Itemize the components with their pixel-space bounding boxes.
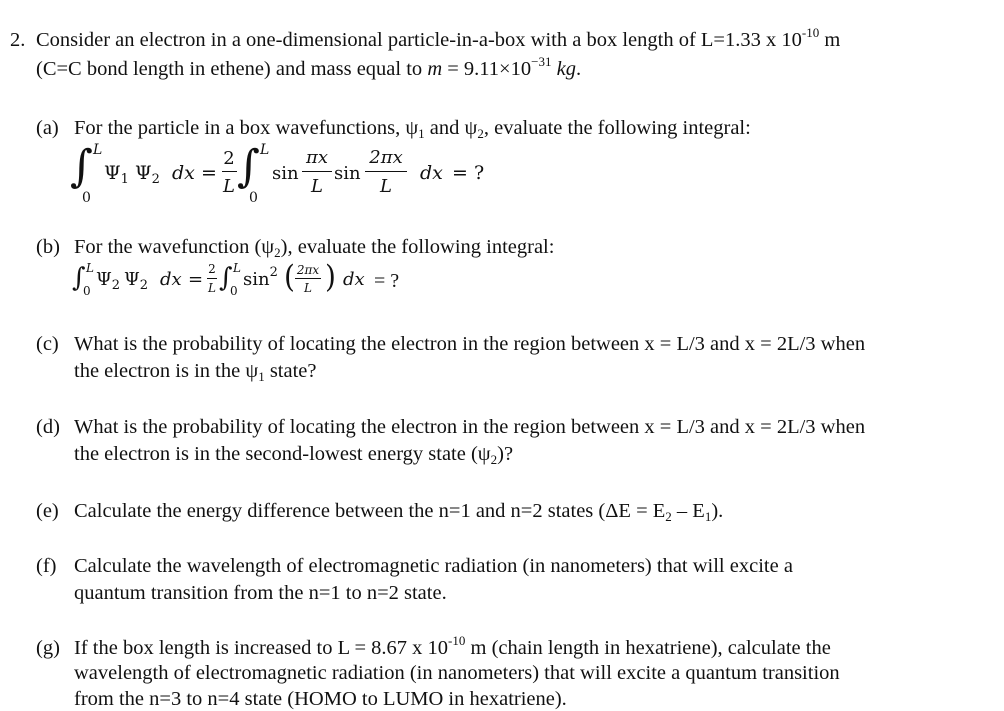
part-b-label: (b): [36, 236, 60, 258]
part-e-text: [74, 501, 723, 522]
b-integral-1-upper: L: [86, 261, 94, 275]
part-e-text-2: – E: [671, 500, 705, 522]
mass-value: = 9.11×10: [442, 58, 532, 80]
dx-2: dx: [420, 162, 443, 184]
coef-fraction-bar: [222, 171, 237, 172]
part-c-line-2-end: state?: [264, 360, 317, 382]
part-g-line-2: wavelength of electromagnetic radiation (in nanometers) that will excite a quantum transition: [74, 662, 840, 684]
psi-2: $\Psi_2$: [135, 162, 160, 187]
coef-denominator: L: [223, 176, 235, 197]
part-a-text-3: , evaluate the following integral:: [483, 117, 751, 139]
arg-1-numerator: πx: [306, 147, 328, 168]
part-b-text: [74, 237, 554, 258]
part-c-line-1: What is the probability of locating the electron in the region between x = L/3 and x = 2L/3 when: [74, 333, 866, 355]
b-arg-fraction-bar: [295, 278, 321, 279]
integral-1-lower: 0: [82, 190, 91, 206]
intro-line-1-exponent: -10: [801, 25, 820, 40]
part-e-label: (e): [36, 500, 59, 522]
part-a-label: (a): [36, 117, 59, 139]
intro-line-1-text: Consider an electron in a one-dimensional particle-in-a-box with a box length of L=1.33 x 10: [36, 29, 802, 51]
integral-2-lower: 0: [249, 190, 258, 206]
b-psi-2: $\Psi_2$: [124, 269, 149, 293]
part-f-label: (f): [36, 555, 57, 577]
mass-unit: kg: [551, 58, 576, 80]
intro-line-2-text: (C=C bond length in ethene) and mass equal to: [36, 58, 428, 80]
part-d-line-2-end: )?: [497, 443, 514, 465]
b-sin: $\sin^2$: [243, 265, 278, 290]
b-equals-question: = ?: [374, 270, 400, 292]
part-f-line-1: Calculate the wavelength of electromagnetic radiation (in nanometers) that will excite a: [74, 555, 793, 577]
part-d-line-2: [74, 444, 513, 465]
part-e-sub-1: 1: [704, 509, 712, 524]
part-b-text-2: ), evaluate the following integral:: [280, 236, 555, 258]
part-a-sub-1: 1: [418, 126, 425, 141]
part-g-label: (g): [36, 637, 60, 659]
part-a-text-1: For the particle in a box wavefunctions, ψ: [74, 117, 419, 139]
part-g-line-1: [74, 633, 831, 659]
part-a-sub-2: 2: [477, 126, 484, 141]
equals-1: =: [201, 162, 217, 184]
part-b-text-1: For the wavefunction (ψ: [74, 236, 275, 258]
b-integral-2-lower: 0: [230, 284, 238, 298]
mass-symbol: m: [427, 58, 443, 80]
part-a-text-2: and ψ: [424, 117, 478, 139]
dx-1: dx: [172, 162, 195, 184]
part-c-line-2-text: the electron is in the ψ: [74, 360, 259, 382]
intro-line-1-unit: m: [819, 29, 841, 51]
b-coef-denominator: L: [208, 281, 216, 295]
part-d-sub: 2: [490, 452, 498, 467]
psi-1: $\Psi_1$: [104, 162, 129, 187]
integral-sign-2: ∫: [237, 141, 260, 192]
arg-1-fraction-bar: [302, 171, 332, 172]
b-dx-2: dx: [343, 269, 365, 290]
integral-1-upper: L: [93, 142, 103, 158]
integral-2-upper: L: [260, 142, 270, 158]
b-right-paren: ): [325, 258, 336, 295]
part-f-line-2: quantum transition from the n=1 to n=2 state.: [74, 582, 447, 604]
integral-sign-1: ∫: [70, 141, 93, 192]
intro-line-1: [36, 25, 841, 51]
part-c-label: (c): [36, 333, 59, 355]
part-g-line-1-end: m (chain length in hexatriene), calculate the: [465, 637, 831, 659]
b-coef-fraction-bar: [207, 278, 217, 279]
b-coef-numerator: 2: [208, 262, 216, 276]
part-d-label: (d): [36, 416, 60, 438]
b-arg-numerator: 2πx: [296, 263, 320, 277]
part-g-line-1-text: If the box length is increased to L = 8.67 x 10: [74, 637, 449, 659]
part-g-exponent: -10: [448, 633, 466, 648]
part-d-line-2-text: the electron is in the second-lowest energy state (ψ: [74, 443, 491, 465]
b-dx-1: dx: [160, 269, 182, 290]
arg-2-denominator: L: [380, 176, 392, 197]
part-e-sub-2: 2: [665, 509, 672, 524]
part-g-line-3: from the n=3 to n=4 state (HOMO to LUMO in hexatriene).: [74, 688, 567, 710]
b-arg-denominator: L: [304, 281, 312, 295]
part-c-line-2: [74, 361, 316, 382]
part-b-sub: 2: [274, 245, 281, 260]
b-integral-sign-2: ∫: [219, 263, 233, 293]
part-d-line-1: What is the probability of locating the electron in the region between x = L/3 and x = 2L/3 when: [74, 416, 866, 438]
equals-question: = ?: [452, 162, 485, 184]
b-left-paren: (: [284, 258, 295, 295]
arg-2-fraction-bar: [365, 171, 407, 172]
part-e-text-1: Calculate the energy difference between the n=1 and n=2 states (ΔE = E: [74, 500, 666, 522]
b-equals-1: =: [188, 269, 204, 290]
arg-2-numerator: 2πx: [369, 147, 403, 168]
sin-2: sin: [334, 163, 361, 184]
part-a-text: [74, 118, 751, 139]
mass-exponent: −31: [531, 54, 552, 69]
arg-1-denominator: L: [311, 176, 323, 197]
b-integral-1-lower: 0: [83, 284, 91, 298]
intro-line-2-end: .: [575, 58, 582, 80]
b-integral-2-upper: L: [233, 261, 241, 275]
part-e-text-3: ).: [711, 500, 724, 522]
part-c-sub: 1: [258, 369, 265, 384]
b-psi-1: $\Psi_2$: [96, 269, 121, 293]
intro-line-2: [36, 54, 582, 80]
b-integral-sign-1: ∫: [72, 263, 86, 293]
coef-numerator: 2: [223, 148, 235, 169]
sin-1: sin: [272, 163, 299, 184]
question-number: 2.: [10, 29, 26, 51]
